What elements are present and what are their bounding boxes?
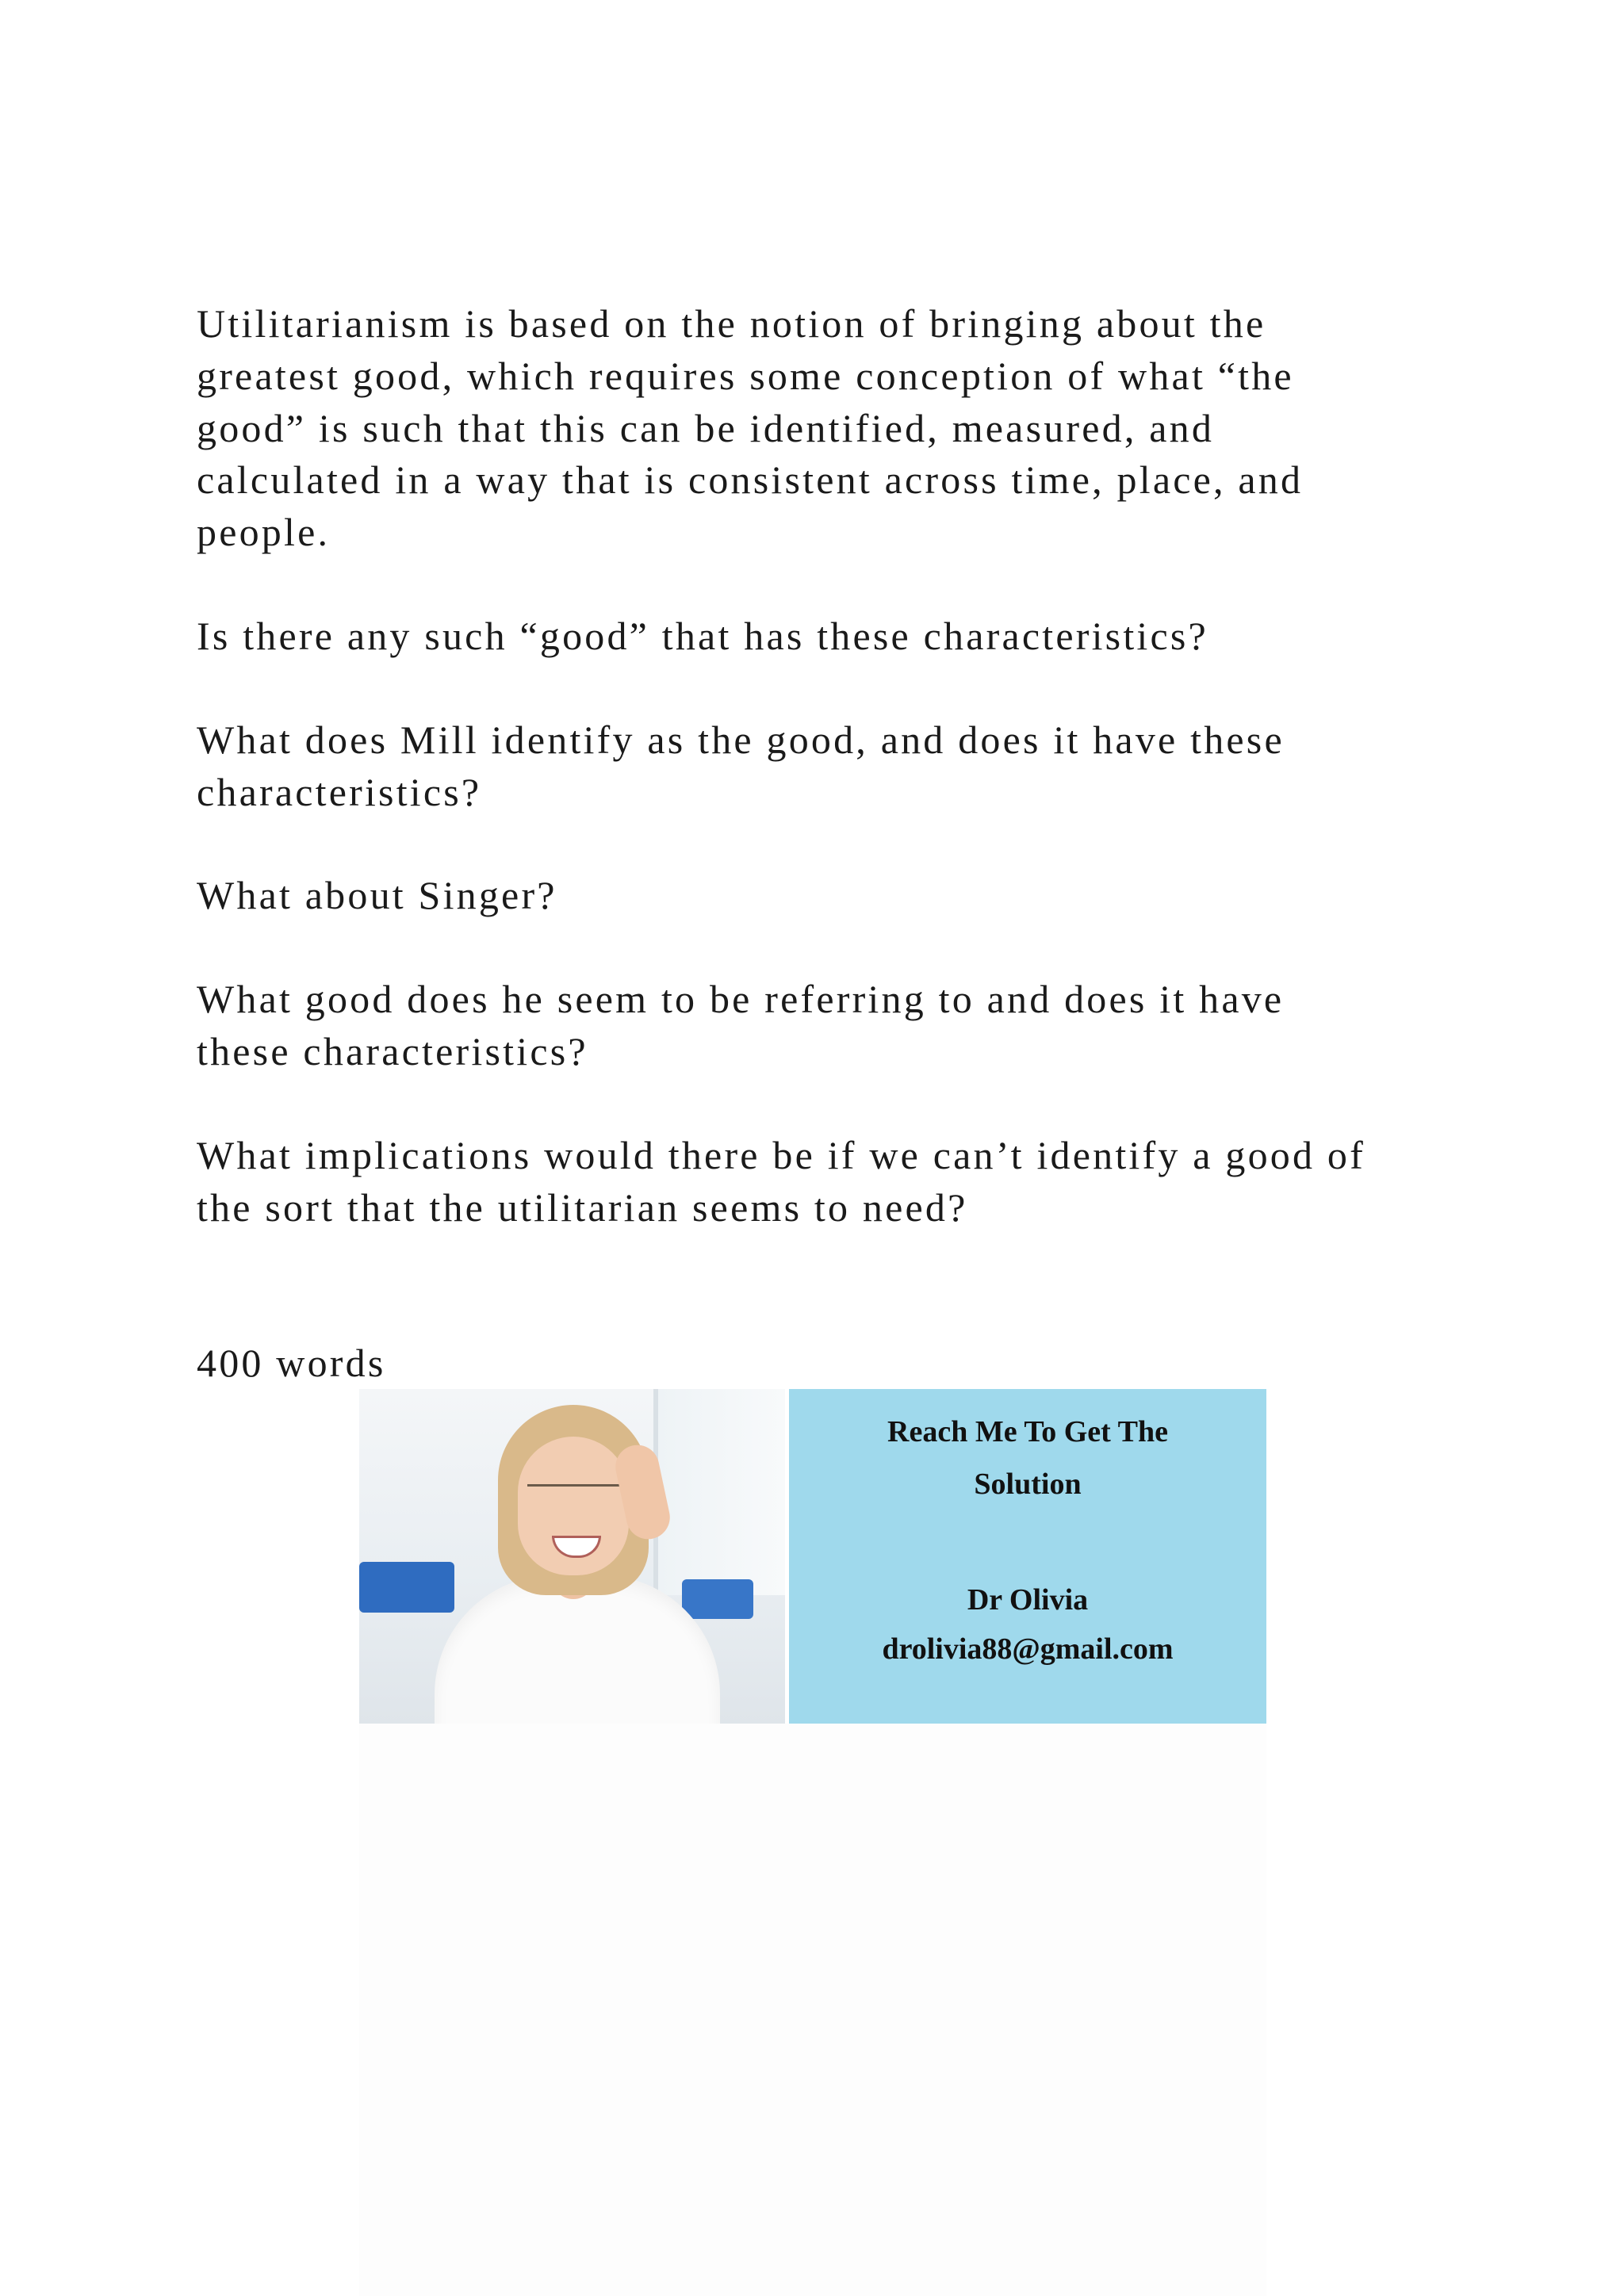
paragraph-line: calculated in a way that is consistent across time, place, and	[197, 457, 1304, 502]
word-count: 400 words	[197, 1341, 386, 1385]
question-line: characteristics?	[197, 770, 482, 814]
blank-area	[359, 1724, 1266, 2296]
glasses	[527, 1484, 619, 1507]
question-line: the sort that the utilitarian seems to need?	[197, 1185, 968, 1230]
question-line: Is there any such “good” that has these characteristics?	[197, 614, 1208, 658]
contact-panel	[789, 1389, 1266, 1724]
contact-name: Dr Olivia	[967, 1583, 1089, 1617]
background-window	[653, 1389, 785, 1595]
tutor-photo	[359, 1389, 785, 1724]
background-chair	[682, 1579, 753, 1619]
background-chair	[359, 1562, 454, 1613]
question-line: What about Singer?	[197, 873, 557, 917]
contact-email[interactable]: drolivia88@gmail.com	[882, 1632, 1174, 1666]
question-line: these characteristics?	[197, 1029, 588, 1073]
promo-banner	[359, 1389, 1266, 1724]
promo-heading: Solution	[974, 1468, 1082, 1501]
paragraph-line: people.	[197, 510, 331, 554]
question-line: What good does he seem to be referring to and does it have	[197, 977, 1285, 1021]
paragraph-line: greatest good, which requires some conception of what “the	[197, 354, 1294, 398]
paragraph-line: good” is such that this can be identified, measured, and	[197, 406, 1215, 450]
question-line: What does Mill identify as the good, and does it have these	[197, 718, 1285, 762]
question-line: What implications would there be if we can’t identify a good of	[197, 1133, 1365, 1177]
paragraph-line: Utilitarianism is based on the notion of bringing about the	[197, 301, 1266, 346]
promo-heading: Reach Me To Get The	[887, 1415, 1168, 1448]
